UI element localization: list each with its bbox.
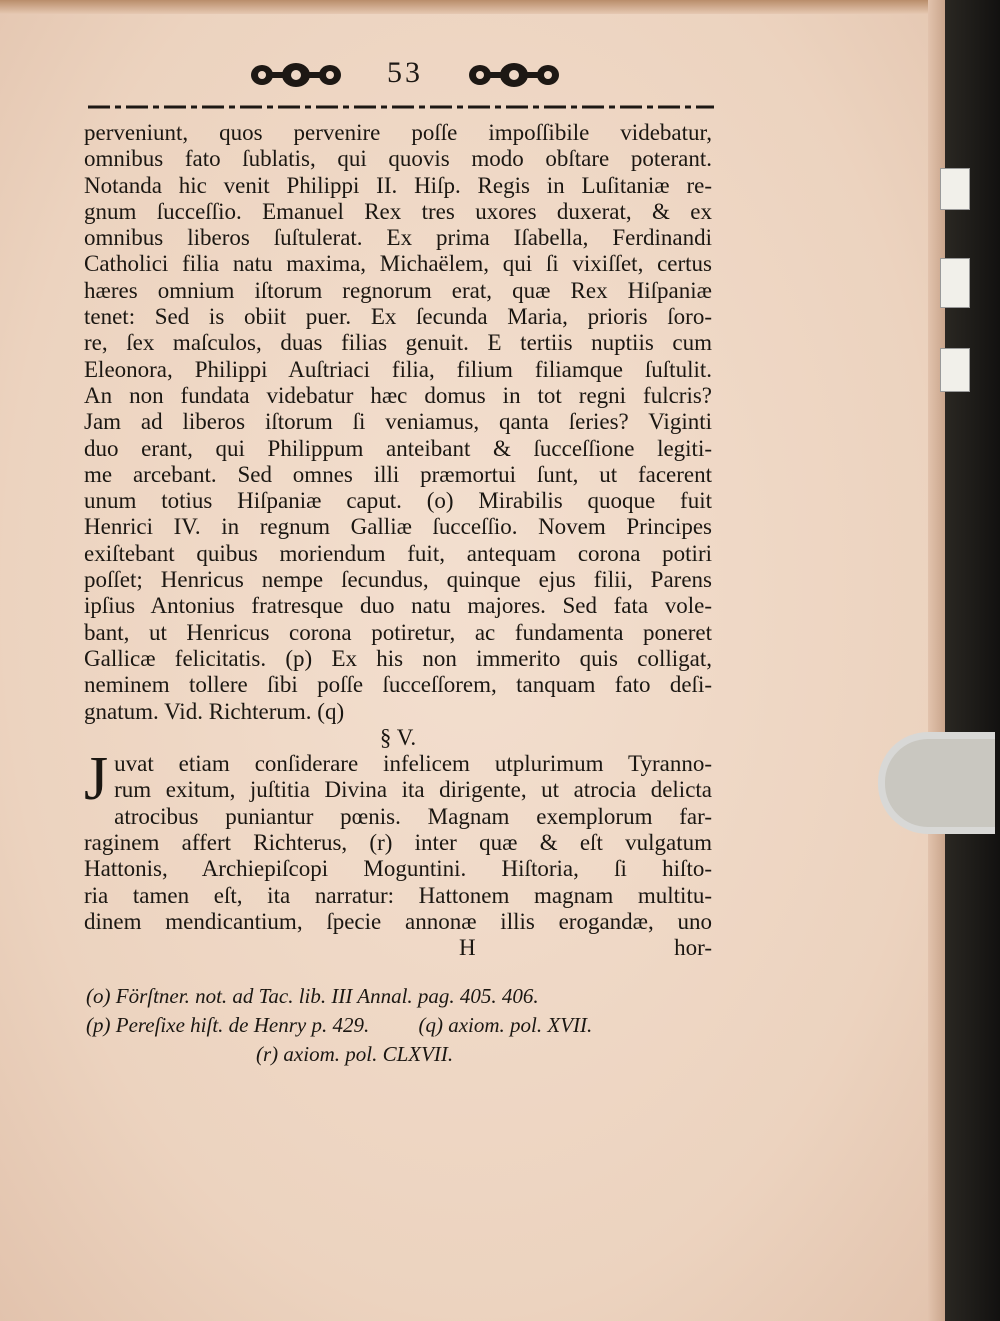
text-line: duo erant, qui Philippum anteibant & ſucceſſione legiti- bbox=[84, 435, 712, 461]
text-line: ria tamen eſt, ita narratur: Hattonem magnam multitu- bbox=[84, 882, 712, 908]
footnote-r: (r) axiom. pol. CLXVII. bbox=[256, 1042, 454, 1066]
text-line: Gallicæ felicitatis. (p) Ex his non immerito quis colligat, bbox=[84, 645, 712, 671]
section-heading: § V. bbox=[379, 724, 417, 750]
text-line: poſſet; Henricus nempe ſecundus, quinque ejus filii, Parens bbox=[84, 567, 712, 593]
text-line: atrocibus puniantur pœnis. Magnam exemplorum far- bbox=[114, 803, 712, 829]
footnote-p: (p) Pereſixe hiſt. de Henry p. 429. bbox=[86, 1013, 370, 1037]
text-line: An non fundata videbatur hæc domus in tot regni fulcris? bbox=[84, 382, 712, 408]
text-line: Hattonis, Archiepiſcopi Moguntini. Hiſtoria, ſi hiſto- bbox=[84, 856, 712, 882]
page-clip bbox=[878, 732, 995, 834]
text-line: Henrici IV. in regnum Galliæ ſucceſſio. Novem Principes bbox=[84, 514, 712, 540]
text-line: exiſtebant quibus moriendum fuit, antequam corona potiri bbox=[84, 540, 712, 566]
signature-mark: H bbox=[459, 935, 476, 961]
text-line: bant, ut Henricus corona potiretur, ac fundamenta poneret bbox=[84, 619, 712, 645]
text-line: perveniunt, quos pervenire poſſe impoſſibile videbatur, bbox=[84, 120, 712, 145]
right-ornament-icon bbox=[466, 58, 562, 92]
header-rule bbox=[88, 104, 714, 110]
text-line: re, ſex maſculos, duas filias genuit. E tertiis nuptiis cum bbox=[84, 330, 712, 356]
text-line: neminem tollere ſibi poſſe ſucceſſorem, tanquam fato deſi- bbox=[84, 672, 712, 698]
text-line: raginem affert Richterus, (r) inter quæ & eſt vulgatum bbox=[84, 830, 712, 856]
text-line: me arcebant. Sed omnes illi præmortui ſunt, ut facerent bbox=[84, 461, 712, 487]
footnote-o: (o) Förſtner. not. ad Tac. lib. III Annal. pag. 405. 406. bbox=[86, 984, 539, 1008]
running-header bbox=[248, 58, 568, 98]
text-line: dinem mendicantium, ſpecie annonæ illis erogandæ, uno bbox=[84, 908, 712, 934]
text-line: Eleonora, Philippi Auſtriaci filia, filium filiamque ſuſtulit. bbox=[84, 356, 712, 382]
text-line: omnibus fato ſublatis, qui quovis modo obſtare poterant. bbox=[84, 146, 712, 172]
page-top-edge bbox=[0, 0, 945, 14]
page-tab-marker bbox=[940, 168, 970, 210]
text-line: rum exitum, juſtitia Divina ita dirigente, ut atrocia delicta bbox=[114, 777, 712, 803]
section-paragraph bbox=[84, 745, 712, 935]
signature-line bbox=[84, 935, 712, 961]
footnote-line bbox=[86, 1011, 686, 1040]
page-tab-marker bbox=[940, 348, 970, 392]
text-line: uvat etiam conſiderare infelicem utplurimum Tyranno- bbox=[114, 751, 712, 777]
text-line: Catholici filia natu maxima, Michaëlem, qui ſi vixiſſet, certus bbox=[84, 251, 712, 277]
text-line: unum totius Hiſpaniæ caput. (o) Mirabilis quoque fuit bbox=[84, 488, 712, 514]
text-line: gnum ſucceſſio. Emanuel Rex tres uxores duxerat, & ex bbox=[84, 198, 712, 224]
drop-cap: J bbox=[84, 745, 109, 814]
left-ornament-icon bbox=[248, 58, 344, 92]
page-tab-marker bbox=[940, 258, 970, 308]
footnote-q: (q) axiom. pol. XVII. bbox=[418, 1013, 593, 1037]
page-number: 53 bbox=[387, 56, 423, 89]
text-line: hæres omnium iſtorum regnorum erat, quæ Rex Hiſpaniæ bbox=[84, 277, 712, 303]
body-text bbox=[84, 120, 712, 962]
text-line: Jam ad liberos iſtorum ſi veniamus, qanta ſeries? Viginti bbox=[84, 409, 712, 435]
text-line: tenet: Sed is obiit puer. Ex ſecunda Maria, prioris ſoro- bbox=[84, 304, 712, 330]
text-line: gnatum. Vid. Richterum. (q) bbox=[84, 698, 345, 724]
text-line: ipſius Antonius fratresque duo natu majores. Sed fata vole- bbox=[84, 593, 712, 619]
text-line: omnibus liberos ſuſtulerat. Ex prima Iſabella, Ferdinandi bbox=[84, 225, 712, 251]
catchword: hor- bbox=[674, 935, 712, 961]
footnotes bbox=[86, 982, 686, 1069]
text-line: Notanda hic venit Philippi II. Hiſp. Regis in Luſitaniæ re- bbox=[84, 172, 712, 198]
